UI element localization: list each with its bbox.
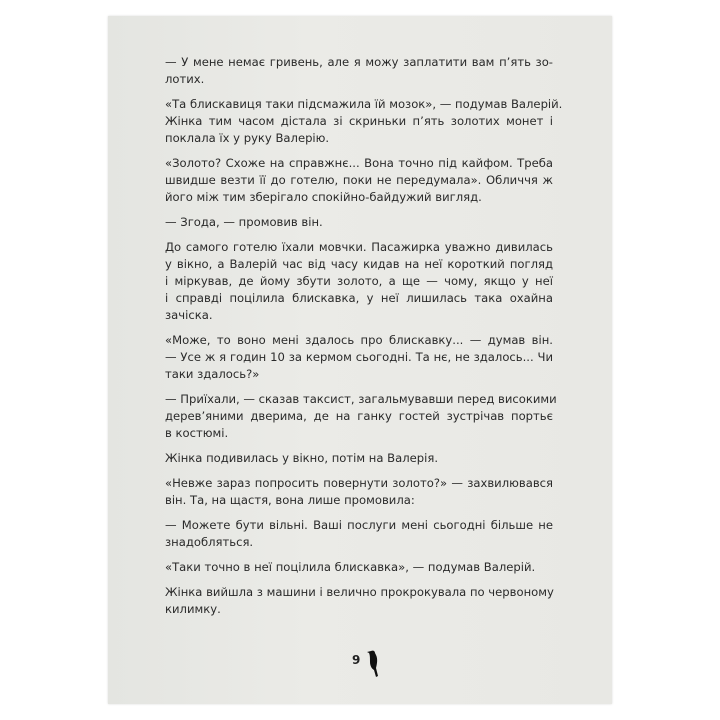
text-line: його між тим зберігало спокійно-байдужий вигляд. (165, 190, 482, 204)
text-line: таки здалось?» (165, 367, 260, 381)
text-line: — Згода, — промовив він. (165, 215, 323, 229)
text-line: До самого готелю їхали мовчки. Пасажирка уважно дивилась (165, 240, 553, 254)
text-line: «Невже зараз попросить повернути золото?» — захвилювався (165, 476, 553, 490)
text-line: дерев’яними дверима, де на ганку гостей зустрічав портьє (165, 409, 553, 423)
paragraph (165, 559, 553, 576)
paragraph (165, 54, 553, 88)
page-number: 9 (352, 653, 361, 667)
text-line: і справді поцілила блискавка, у неї лишилась така охайна (165, 291, 553, 305)
paragraph (165, 214, 553, 231)
text-line: він. Та, на щастя, вона лише промовила: (165, 493, 415, 507)
text-line: «Може, то воно мені здалось про блискавку... — думав він. (165, 333, 553, 347)
text-line: килимку. (165, 602, 221, 616)
paragraph (165, 584, 553, 618)
text-line: поклала їх у руку Валерію. (165, 131, 330, 145)
text-line: і міркував, де йому збути золото, а ще — чому, якщо у неї (165, 274, 553, 288)
text-line: — У мене немає гривень, але я можу заплатити вам п’ять зо- (165, 55, 553, 69)
text-line: зачіска. (165, 308, 213, 322)
text-line: «Та блискавиця таки підсмажила їй мозок», — подумав Валерій. (165, 97, 563, 111)
paragraph (165, 96, 563, 147)
text-line: швидше везти її до готелю, поки не передумала». Обличчя ж (165, 173, 553, 187)
paragraph (165, 517, 553, 551)
body-text (165, 54, 563, 626)
text-line: в костюмі. (165, 426, 229, 440)
text-line: лотих. (165, 72, 205, 86)
paragraph (165, 239, 553, 324)
bird-icon (366, 650, 380, 678)
text-line: Жінка вийшла з машини і велично прокрокувала по червоному (165, 585, 554, 599)
text-line: «Таки точно в неї поцілила блискавка», — подумав Валерій. (165, 560, 536, 574)
text-line: у вікно, а Валерій час від часу кидав на неї короткий погляд (165, 257, 553, 271)
paragraph (165, 332, 553, 383)
text-line: Жінка тим часом дістала зі скриньки п’ять золотих монет і (165, 114, 553, 128)
text-line: «Золото? Схоже на справжнє... Вона точно під кайфом. Треба (165, 156, 553, 170)
paragraph (165, 450, 553, 467)
paragraph (165, 155, 553, 206)
text-line: Жінка подивилась у вікно, потім на Валерія. (165, 451, 439, 465)
text-line: знадобляться. (165, 535, 254, 549)
text-line: — Можете бути вільні. Ваші послуги мені сьогодні більше не (165, 518, 553, 532)
book-page (108, 16, 612, 704)
paragraph (165, 475, 553, 509)
text-line: — Приїхали, — сказав таксист, загальмувавши перед високими (165, 392, 557, 406)
paragraph (165, 391, 557, 442)
text-line: — Усе ж я годин 10 за кермом сьогодні. Та нє, не здалось... Чи (165, 350, 553, 364)
